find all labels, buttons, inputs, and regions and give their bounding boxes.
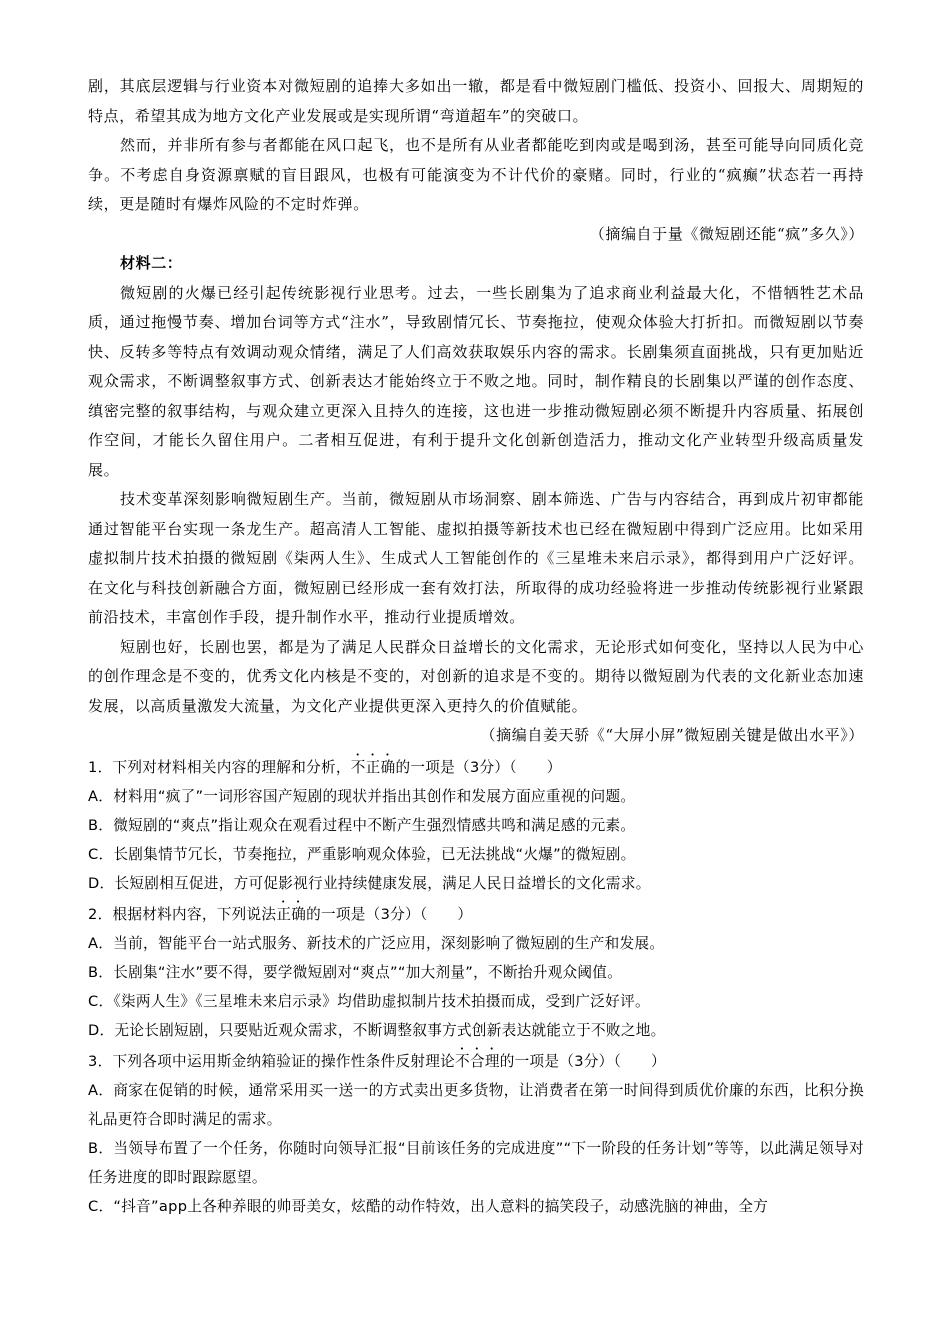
question-3-stem — [88, 1045, 864, 1076]
material1-paragraph-1: 剧，其底层逻辑与行业资本对微短剧的追捧大多如出一辙，都是看中微短剧门槛低、投资小、回报大、周期短的特点，希望其成为地方文化产业发展或是实现所谓“弯道超车”的突破口。 — [88, 77, 864, 125]
material2-heading: 材料二： — [120, 254, 183, 272]
option-text: 《柒两人生》《三星堆未来启示录》均借助虚拟制片技术拍摄而成，受到广泛好评。 — [113, 992, 650, 1010]
question-1-option-c[interactable] — [88, 840, 864, 869]
question-1-emphasis: 不正确 — [350, 758, 396, 776]
option-label: B． — [88, 963, 114, 981]
question-1-stem — [88, 751, 864, 782]
option-text: 当领导布置了一个任务，你随时向领导汇报“目前该任务的完成进度”“下一阶段的任务计划”等等，以此满足领导对任务进度的即时跟踪愿望。 — [88, 1139, 864, 1186]
material2-paragraph-2: 技术变革深刻影响微短剧生产。当前，微短剧从市场洞察、剧本筛选、广告与内容结合，再到成片初审都能通过智能平台实现一条龙生产。超高清人工智能、虚拟拍摄等新技术也已经在微短剧中得到广泛应用。比如采用虚拟制片技术拍摄的微短剧《柒两人生》、生成式人工智能创作的《三星堆未来启示录》，都得到用户广泛好评。在文化与科技创新融合方面，微短剧已经形成一套有效打法，所取得的成功经验将进一步推动传统影视行业紧跟前沿技术，丰富创作手段，提升制作水平，推动行业提质增效。 — [88, 490, 864, 626]
option-text: 长短剧相互促进，方可促影视行业持续健康发展，满足人民日益增长的文化需求。 — [114, 874, 651, 892]
option-label: D． — [88, 1021, 115, 1039]
option-label: A． — [88, 787, 114, 805]
question-1-option-d[interactable] — [88, 869, 864, 898]
material1-paragraph-2: 然而，并非所有参与者都能在风口起飞，也不是所有从业者都能吃到肉或是喝到汤，甚至可能导向同质化竞争。不考虑自身资源禀赋的盲目跟风，也极有可能演变为不计代价的豪赌。同时，行业的“疯癫”状态若一再持续，更是随时有爆炸风险的不定时炸弹。 — [88, 136, 864, 213]
material1-source: （摘编自于量《微短剧还能“疯”多久》） — [589, 224, 864, 243]
question-3-option-a[interactable] — [88, 1076, 864, 1134]
question-2-stem-post: 的一项是（3分）（ ） — [306, 905, 473, 923]
option-text: 无论长剧短剧，只要贴近观众需求，不断调整叙事方式创新表达就能立于不败之地。 — [114, 1021, 666, 1039]
option-text: 微短剧的“爽点”指让观众在观看过程中不断产生强烈情感共鸣和满足感的元素。 — [113, 816, 636, 834]
question-2-emphasis: 正确 — [276, 905, 307, 923]
option-text: 长剧集“注水”要不得，要学微短剧对“爽点”“加大剂量”，不断抬升观众阈值。 — [113, 963, 623, 981]
question-2-option-d[interactable] — [88, 1016, 864, 1045]
material2-paragraph-3: 短剧也好，长剧也罢，都是为了满足人民群众日益增长的文化需求，无论形式如何变化，坚持以人民为中心的创作理念是不变的，优秀文化内核是不变的，对创新的追求是不变的。期待以微短剧为代表的文化新业态加速发展，以高质量激发大流量，为文化产业提供更深入更持久的价值赋能。 — [88, 637, 864, 715]
question-2-option-b[interactable] — [88, 958, 864, 987]
question-2-stem — [88, 898, 864, 929]
option-label: C． — [88, 845, 114, 863]
option-label: D． — [88, 874, 115, 892]
question-3-emphasis: 不合理 — [455, 1052, 500, 1070]
option-label: A． — [88, 934, 114, 952]
question-1-option-a[interactable] — [88, 782, 864, 811]
option-label: A． — [88, 1081, 114, 1099]
material2-paragraph-1: 微短剧的火爆已经引起传统影视行业思考。过去，一些长剧集为了追求商业利益最大化，不惜牺牲艺术品质，通过拖慢节奏、增加台词等方式“注水”，导致剧情冗长、节奏拖拉，使观众体验大打折扣。而微短剧以节奏快、反转多等特点有效调动观众情绪，满足了人们高效获取娱乐内容的需求。长剧集须直面挑战，只有更加贴近观众需求，不断调整叙事方式、创新表达才能始终立于不败之地。同时，制作精良的长剧集以严谨的创作态度、缜密完整的叙事结构，与观众建立更深入且持久的连接，这也进一步推动微短剧必须不断提升内容质量、拓展创作空间，才能长久留住用户。二者相互促进，有利于提升文化创新创造活力，推动文化产业转型升级高质量发展。 — [88, 283, 864, 479]
question-1-option-b[interactable] — [88, 811, 864, 840]
option-text: “抖音”app上各种养眼的帅哥美女，炫酷的动作特效，出人意料的搞笑段子，动感洗脑的神曲，全方 — [113, 1197, 769, 1215]
question-3-stem-post: 的一项是（3分）（ ） — [499, 1052, 666, 1070]
exam-page — [88, 72, 864, 1221]
option-label: B． — [88, 1139, 114, 1157]
option-label: C． — [88, 992, 114, 1010]
option-text: 当前，智能平台一站式服务、新技术的广泛应用，深刻影响了微短剧的生产和发展。 — [113, 934, 665, 952]
option-label: B． — [88, 816, 114, 834]
material2-source: （摘编自姜天骄《“大屏小屏”微短剧关键是做出水平》） — [480, 726, 864, 744]
question-3-option-c[interactable] — [88, 1192, 864, 1221]
question-2-option-c[interactable] — [88, 987, 864, 1016]
question-1-stem-pre: 1．下列对材料相关内容的理解和分析， — [88, 758, 351, 776]
question-2-option-a[interactable] — [88, 929, 864, 958]
option-text: 商家在促销的时候，通常采用买一送一的方式卖出更多货物，让消费者在第一时间得到质优价廉的东西，比积分换礼品更符合即时满足的需求。 — [88, 1081, 864, 1128]
option-text: 长剧集情节冗长，节奏拖拉，严重影响观众体验，已无法挑战“火爆”的微短剧。 — [113, 845, 636, 863]
question-1-stem-post: 的一项是（3分）（ ） — [395, 758, 562, 776]
option-label: C． — [88, 1197, 114, 1215]
question-2-stem-pre: 2．根据材料内容，下列说法 — [88, 905, 277, 923]
option-text: 材料用“疯了”一词形容国产短剧的现状并指出其创作和发展方面应重视的问题。 — [113, 787, 636, 805]
question-3-option-b[interactable] — [88, 1134, 864, 1192]
question-3-stem-pre: 3．下列各项中运用斯金纳箱验证的操作性条件反射理论 — [88, 1052, 456, 1070]
